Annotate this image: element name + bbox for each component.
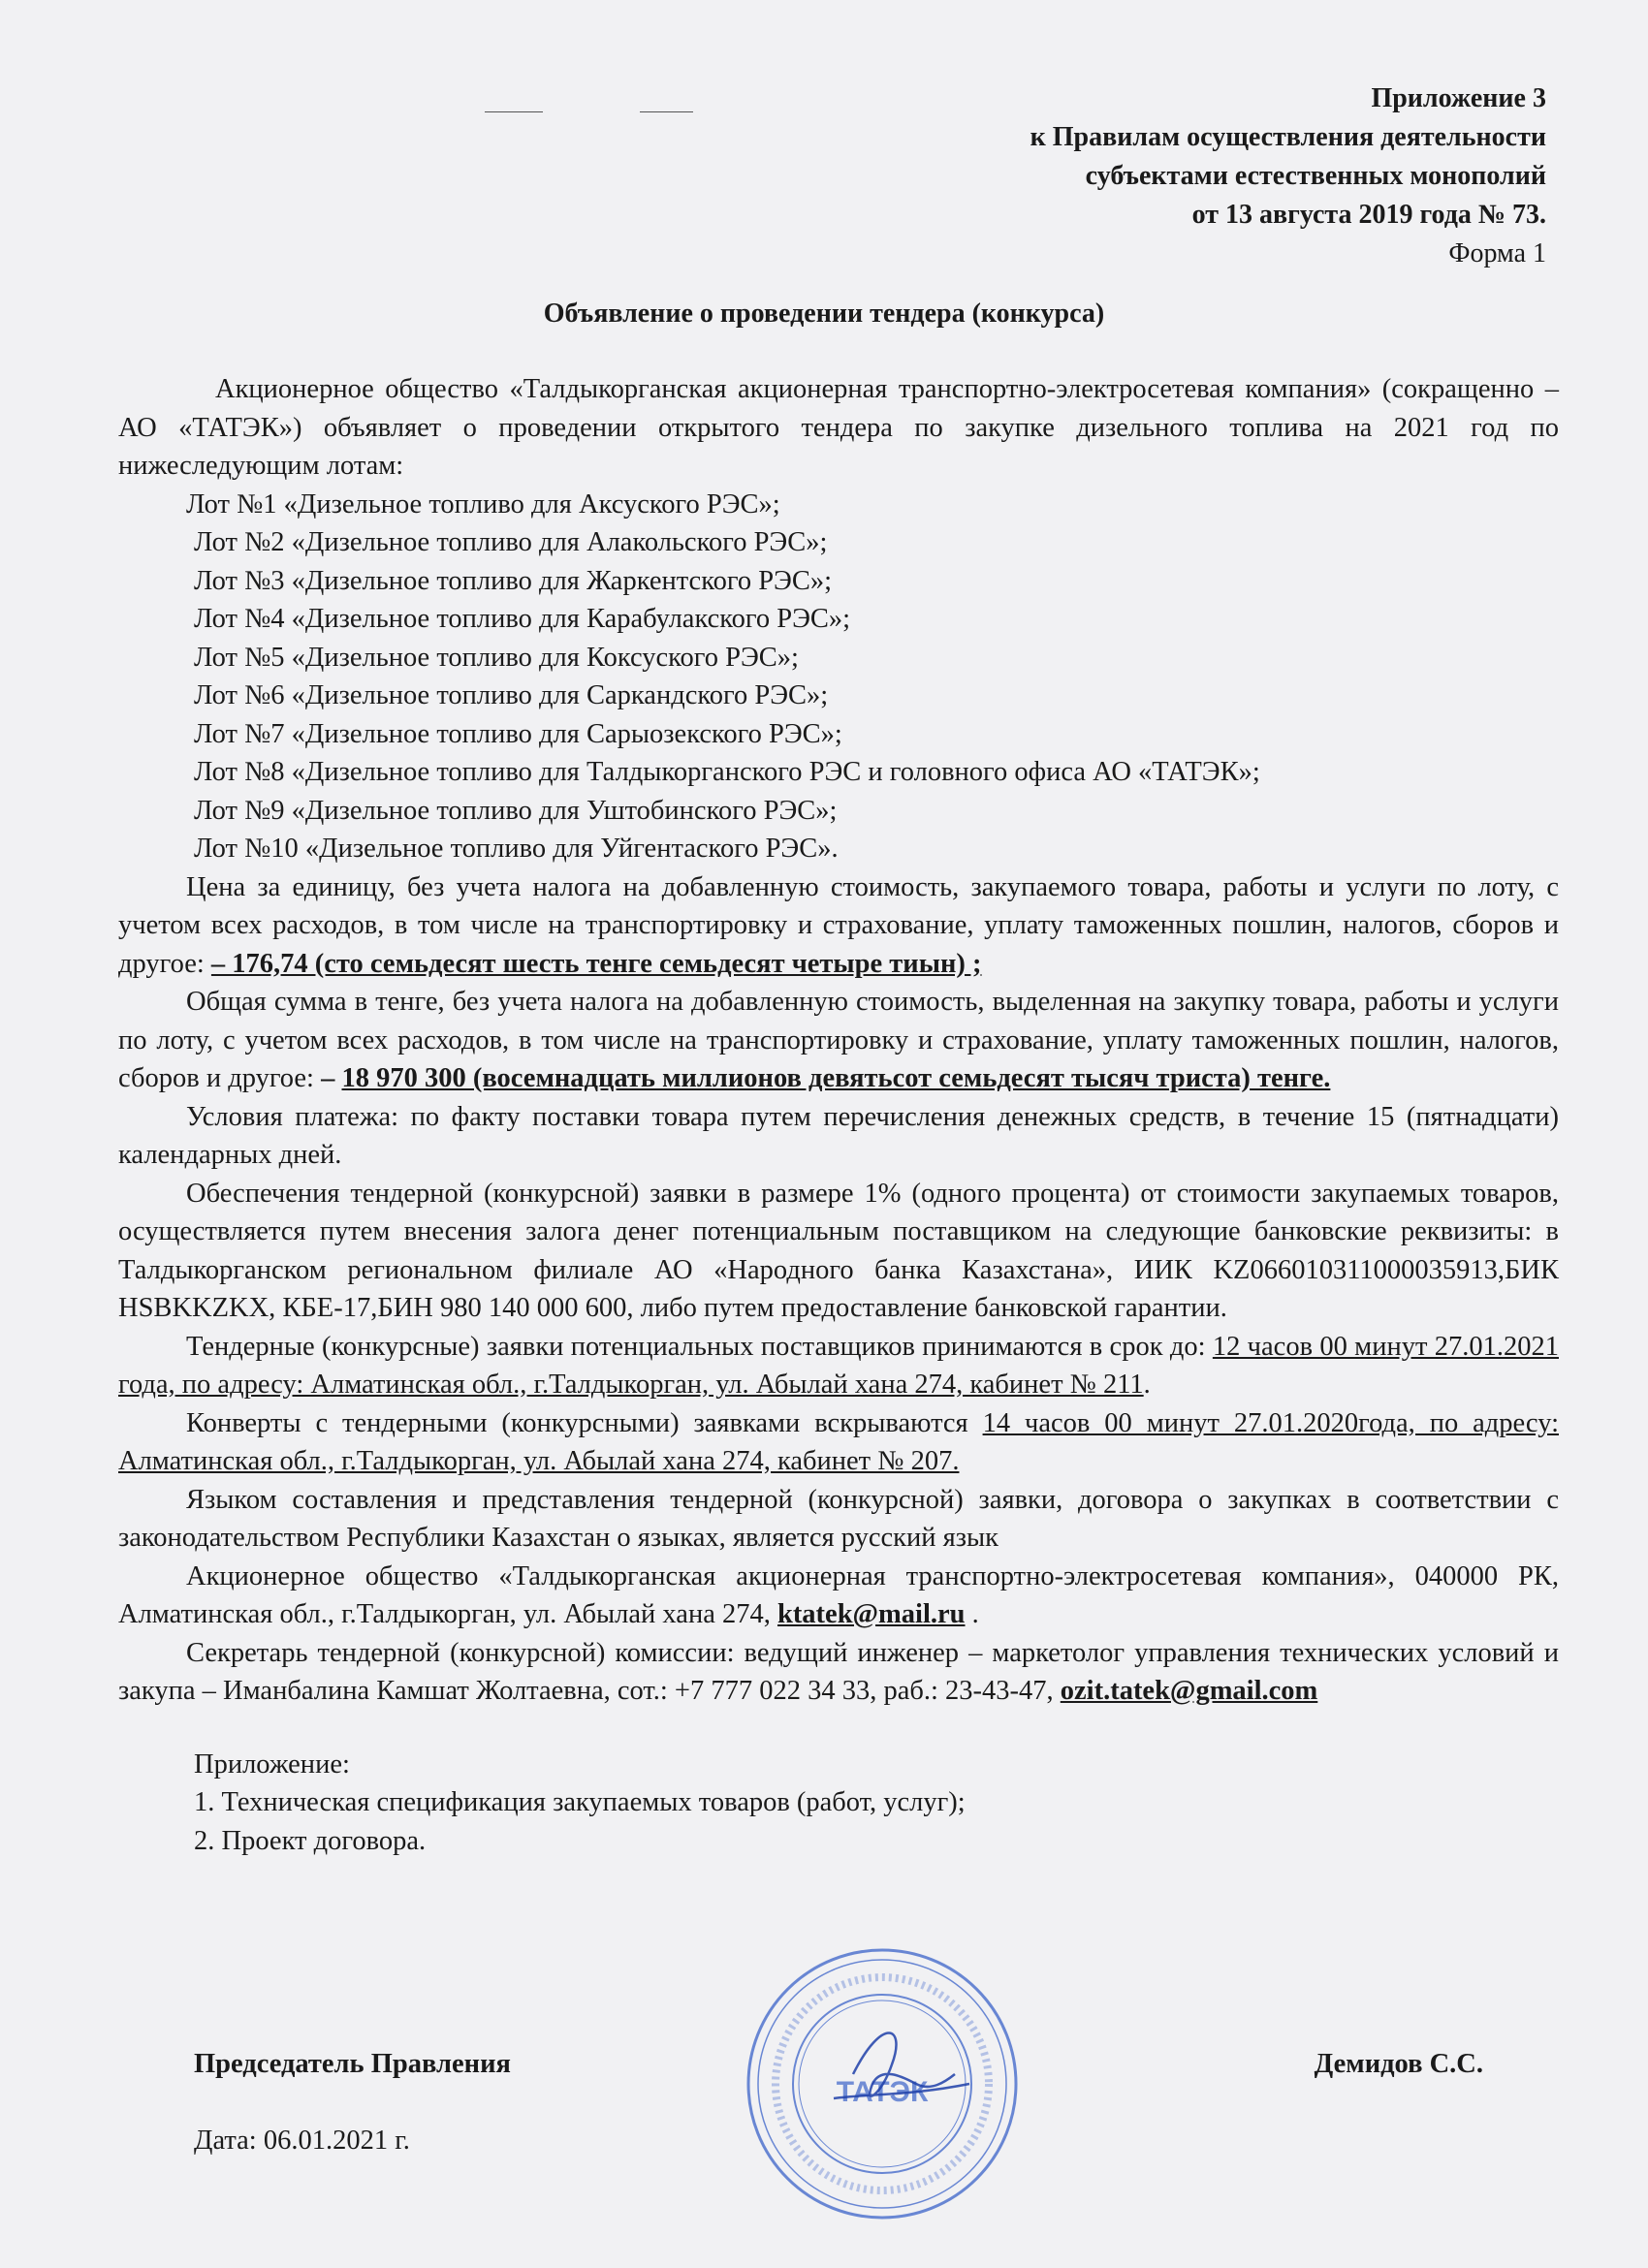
total-dash: – <box>321 1063 342 1093</box>
security-paragraph: Обеспечения тендерной (конкурсной) заявки в размере 1% (одного процента) от стоимости закупаемых товаров, осуществляется путем внесения залога денег потенциальным поставщиком на следующие банковские реквизиты: в Талдыкорганском региональном филиале АО «Народного банка Казахстана», ИИК KZ066010311000035913,БИК HSBKKZKX, КБЕ-17,БИН 980 140 000 600, либо путем предоставление банковской гарантии. <box>118 1178 1559 1323</box>
secretary-text: Секретарь тендерной (конкурсной) комиссии: ведущий инженер – маркетолог управления технических условий и закупа – Иманбалина Камшат Жолтаевна, сот.: +7 777 022 34 33, раб.: 23-43-47, <box>118 1637 1559 1706</box>
lot-item: Лот №1 «Дизельное топливо для Аксуского РЭС»; <box>186 488 780 520</box>
opening-text: Конверты с тендерными (конкурсными) заявками вскрываются <box>186 1407 983 1438</box>
lot-item: Лот №6 «Дизельное топливо для Саркандского РЭС»; <box>194 680 829 710</box>
deadline-paragraph <box>118 1328 1559 1404</box>
deadline-end: . <box>1143 1370 1151 1400</box>
opening-value: 14 часов 00 минут 27.01.2020года, по адресу: Алматинская обл., г.Талдыкорган, ул. Абылай хана 274, кабинет № 207. <box>118 1407 1559 1476</box>
address-end: . <box>965 1599 979 1629</box>
price-value: – 176,74 (сто семьдесят шесть тенге семьдесят четыре тиын) ; <box>210 948 982 979</box>
total-paragraph <box>118 983 1559 1098</box>
lot-item: Лот №8 «Дизельное топливо для Талдыкорганского РЭС и головного офиса АО «ТАТЭК»; <box>194 757 1260 787</box>
lot-item: Лот №5 «Дизельное топливо для Коксуского РЭС»; <box>194 642 799 673</box>
document-body <box>118 370 1559 1860</box>
signatory-name: Демидов С.С. <box>1314 2049 1483 2079</box>
lot-item: Лот №9 «Дизельное топливо для Уштобинского РЭС»; <box>194 795 838 826</box>
lot-item: Лот №3 «Дизельное топливо для Жаркентского РЭС»; <box>194 565 833 596</box>
document-title: Объявление о проведении тендера (конкурса) <box>543 299 1105 329</box>
payment-paragraph: Условия платежа: по факту поставки товара путем перечисления денежных средств, в течение 15 (пятнадцати) календарных дней. <box>118 1101 1559 1170</box>
header-line: к Правилам осуществления деятельности <box>1030 122 1546 152</box>
lot-item: Лот №4 «Дизельное топливо для Карабулакского РЭС»; <box>194 604 851 634</box>
address-paragraph <box>118 1558 1559 1634</box>
header-line: Приложение 3 <box>1371 83 1546 113</box>
appendix-item: 2. Проект договора. <box>194 1825 427 1856</box>
scan-mark <box>485 111 543 112</box>
deadline-value: 12 часов 00 минут 27.01.2021 года, по адресу: Алматинская обл., г.Талдыкорган, ул. Абылай хана 274, кабинет № 211 <box>118 1331 1559 1400</box>
price-paragraph <box>118 868 1559 984</box>
appendix-list <box>194 1746 1559 1861</box>
secretary-email-link[interactable]: ozit.tatek@gmail.com <box>1060 1676 1318 1706</box>
lot-item: Лот №7 «Дизельное топливо для Сарыозекского РЭС»; <box>194 718 842 749</box>
company-stamp <box>737 1938 1028 2229</box>
opening-paragraph <box>118 1404 1559 1481</box>
secretary-paragraph <box>118 1634 1559 1711</box>
intro-paragraph: Акционерное общество «Талдыкорганская акционерная транспортно-электросетевая компания» (сокращенно – АО «ТАТЭК») объявляет о проведении открытого тендера по закупке дизельного топлива на 2021 год по нижеследующим лотам: <box>118 374 1559 481</box>
document-date: Дата: 06.01.2021 г. <box>194 2126 410 2156</box>
total-value: 18 970 300 (восемнадцать миллионов девятьсот семьдесят тысяч триста) тенге. <box>341 1063 1331 1093</box>
lot-item: Лот №10 «Дизельное топливо для Уйгентаского РЭС». <box>194 834 839 864</box>
header-line: субъектами естественных монополий <box>1085 161 1546 191</box>
stamp-center-text: ТАТЭК <box>836 2076 929 2108</box>
header-line: от 13 августа 2019 года № 73. <box>1191 200 1546 230</box>
price-text: Цена за единицу, без учета налога на добавленную стоимость, закупаемого товара, работы и услуги по лоту, с учетом всех расходов, в том числе на транспортировку и страхование, уплату таможенных пошлин, налогов, сборов и другое: <box>118 871 1559 979</box>
appendix-item: 1. Техническая спецификация закупаемых товаров (работ, услуг); <box>194 1787 966 1817</box>
company-email-link[interactable]: ktatek@mail.ru <box>776 1599 966 1629</box>
form-number: Форма 1 <box>1448 238 1546 268</box>
total-text: Общая сумма в тенге, без учета налога на добавленную стоимость, выделенная на закупку товара, работы и услуги по лоту, с учетом всех расходов, в том числе на транспортировку и страхование, уплату таможенных пошлин, налогов, сборов и другое: <box>118 987 1559 1093</box>
signature-row <box>194 2049 1483 2080</box>
appendix-header <box>1030 79 1546 273</box>
appendix-title: Приложение: <box>194 1748 350 1780</box>
deadline-text: Тендерные (конкурсные) заявки потенциальных поставщиков принимаются в срок до: <box>186 1331 1213 1362</box>
address-text: Акционерное общество «Талдыкорганская акционерная транспортно-электросетевая компания», 040000 РК, Алматинская обл., г.Талдыкорган, ул. Абылай хана 274, <box>118 1560 1559 1629</box>
lot-item: Лот №2 «Дизельное топливо для Алакольского РЭС»; <box>194 527 828 557</box>
scan-mark <box>640 111 693 112</box>
language-paragraph: Языком составления и представления тендерной (конкурсной) заявки, договора о закупках в соответствии с законодательством Республики Казахстан о языках, является русский язык <box>118 1484 1559 1553</box>
signatory-position: Председатель Правления <box>194 2049 511 2079</box>
